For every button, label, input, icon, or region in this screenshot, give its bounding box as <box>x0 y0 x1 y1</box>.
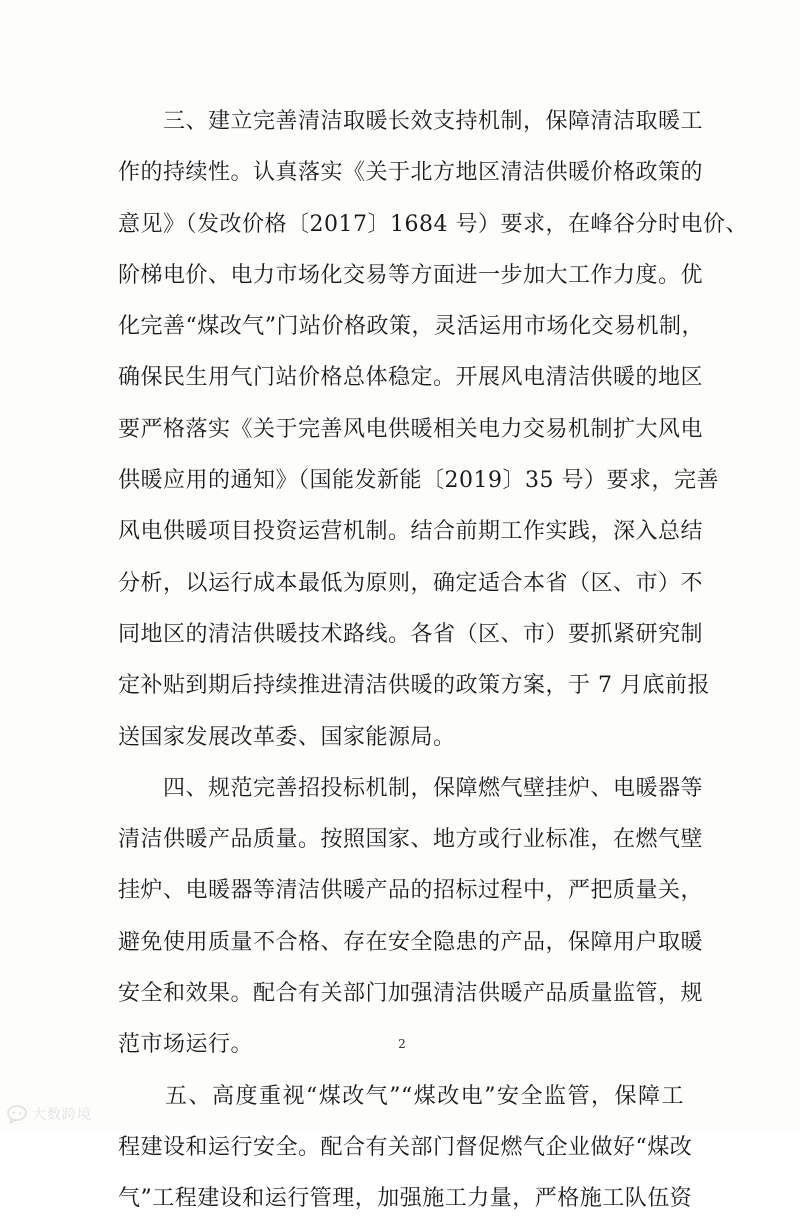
text-line: 清洁供暖产品质量。按照国家、地方或行业标准，在燃气壁 <box>118 827 704 853</box>
text-line: 五、高度重视“煤改气”“煤改电”安全监管，保障工 <box>118 1083 684 1109</box>
text-line: 阶梯电价、电力市场化交易等方面进一步加大工作力度。优 <box>118 262 704 288</box>
text-line: 安全和效果。配合有关部门加强清洁供暖产品质量监管，规 <box>118 981 704 1007</box>
text-line: 避免使用质量不合格、存在安全隐患的产品，保障用户取暖 <box>118 929 704 955</box>
text-line: 程建设和运行安全。配合有关部门督促燃气企业做好“煤改 <box>118 1134 693 1160</box>
text-line: 供暖应用的通知》（国能发新能〔2019〕35 号）要求，完善 <box>118 468 719 494</box>
text-line: 分析，以运行成本最低为原则，确定适合本省（区、市）不 <box>118 570 704 596</box>
text-line: 挂炉、电暖器等清洁供暖产品的招标过程中，严把质量关， <box>118 878 704 904</box>
watermark-text: 大数跨境 <box>32 1107 92 1123</box>
text-line: 化完善“煤改气”门站价格政策，灵活运用市场化交易机制， <box>118 314 704 340</box>
page-number: 2 <box>398 1037 406 1051</box>
text-line: 同地区的清洁供暖技术路线。各省（区、市）要抓紧研究制 <box>118 621 704 647</box>
body-text <box>118 96 748 1225</box>
text-line: 气”工程建设和运行管理，加强施工力量，严格施工队伍资 <box>118 1186 693 1212</box>
text-line: 要严格落实《关于完善风电供暖相关电力交易机制扩大风电 <box>118 416 704 442</box>
chat-bubble-icon <box>6 1104 28 1124</box>
text-line: 风电供暖项目投资运营机制。结合前期工作实践，深入总结 <box>118 519 704 545</box>
watermark <box>6 1103 92 1125</box>
text-line: 四、规范完善招投标机制，保障燃气壁挂炉、电暖器等 <box>118 775 704 801</box>
text-line: 三、建立完善清洁取暖长效支持机制，保障清洁取暖工 <box>118 109 704 134</box>
text-line: 定补贴到期后持续推进清洁供暖的政策方案，于 7 月底前报 <box>118 673 710 699</box>
text-line: 送国家发展改革委、国家能源局。 <box>118 724 456 750</box>
text-line: 确保民生用气门站价格总体稳定。开展风电清洁供暖的地区 <box>118 365 704 391</box>
text-line: 作的持续性。认真落实《关于北方地区清洁供暖价格政策的 <box>118 160 704 186</box>
text-line: 意见》（发改价格〔2017〕1684 号）要求，在峰谷分时电价、 <box>118 211 748 237</box>
text-line: 范市场运行。 <box>118 1032 254 1058</box>
